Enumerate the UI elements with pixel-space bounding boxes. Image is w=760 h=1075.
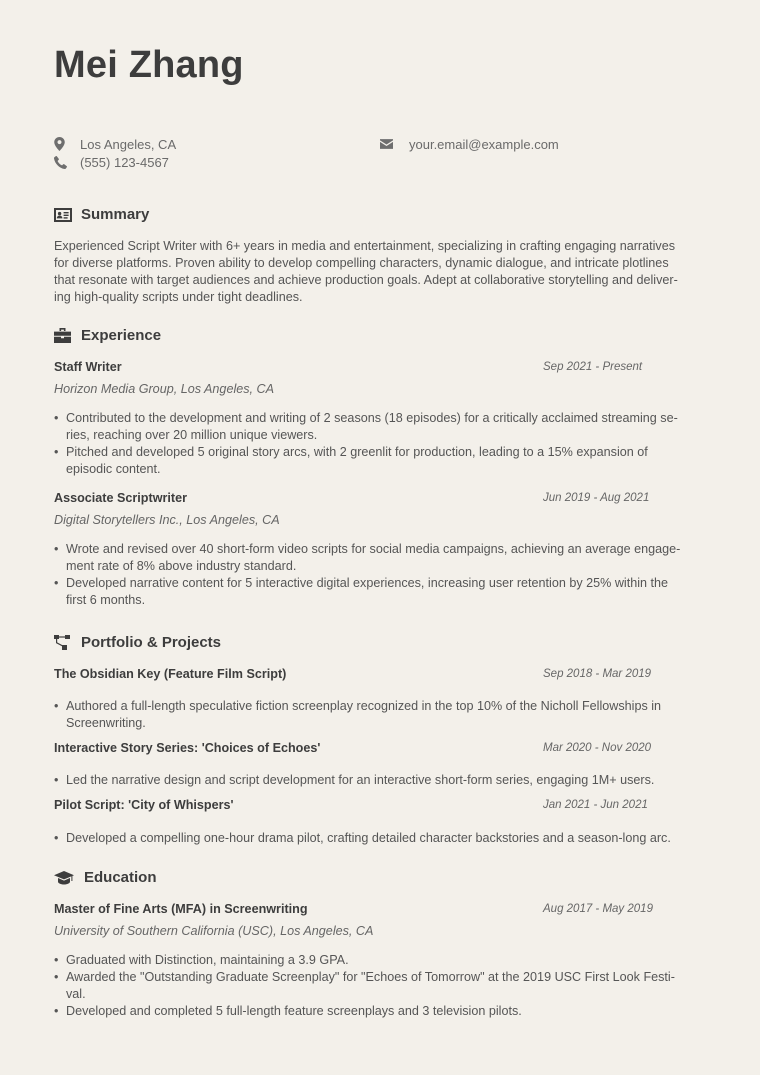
summary-body xyxy=(54,238,706,306)
projects-heading-text: Portfolio & Projects xyxy=(81,634,222,651)
experience-heading-text: Experience xyxy=(81,327,162,344)
education-heading-text: Education xyxy=(84,869,157,886)
education-heading xyxy=(54,869,157,886)
education-entry xyxy=(54,902,706,1020)
bullet-item: • Developed narrative content for 5 interactive digital experiences, increasing user retention by 25% within the first 6 months. xyxy=(54,575,706,609)
school-name: University of Southern California (USC), Los Angeles, CA xyxy=(54,924,374,938)
bullet-item: • Developed and completed 5 full-length feature screenplays and 3 television pilots. xyxy=(54,1003,706,1020)
phone-icon xyxy=(54,156,80,169)
project-bullets xyxy=(54,830,706,847)
experience-entry xyxy=(54,360,706,478)
job-bullets xyxy=(54,410,706,478)
job-date: Jun 2019 - Aug 2021 xyxy=(543,492,650,504)
summary-line: for diverse platforms. Proven ability to develop compelling characters, dynamic dialogue, and intricate plotlines xyxy=(54,256,669,270)
contact-phone xyxy=(54,153,169,171)
project-entry xyxy=(54,667,706,732)
projects-heading xyxy=(54,634,221,651)
project-bullets xyxy=(54,698,706,732)
sitemap-icon xyxy=(54,635,81,650)
contact-info xyxy=(54,135,706,175)
envelope-icon xyxy=(380,139,409,149)
bullet-item: • Graduated with Distinction, maintaining a 3.9 GPA. xyxy=(54,952,706,969)
candidate-name: Mei Zhang xyxy=(54,44,244,86)
bullet-item: • Led the narrative design and script development for an interactive short-form series, engaging 1M+ users. xyxy=(54,772,706,789)
summary-line: Experienced Script Writer with 6+ years in media and entertainment, specializing in crafting engaging narratives xyxy=(54,239,676,253)
bullet-item: • Developed a compelling one-hour drama pilot, crafting detailed character backstories and a season-long arc. xyxy=(54,830,706,847)
job-company: Digital Storytellers Inc., Los Angeles, CA xyxy=(54,513,280,527)
job-date: Sep 2021 - Present xyxy=(543,361,643,373)
summary-heading xyxy=(54,206,149,223)
project-title: Interactive Story Series: 'Choices of Echoes' xyxy=(54,741,321,755)
experience-heading xyxy=(54,327,161,344)
briefcase-icon xyxy=(54,328,81,343)
map-pin-icon xyxy=(54,137,80,151)
experience-entry xyxy=(54,491,706,609)
project-entry xyxy=(54,741,706,789)
education-bullets xyxy=(54,952,706,1020)
bullet-item: • Contributed to the development and writing of 2 seasons (18 episodes) for a critically acclaimed streaming se- ries, reaching over 20 million unique viewers. xyxy=(54,410,706,444)
project-title: The Obsidian Key (Feature Film Script) xyxy=(54,667,287,681)
project-entry xyxy=(54,798,706,847)
bullet-item: • Awarded the "Outstanding Graduate Screenplay" for "Echoes of Tomorrow" at the 2019 USC First Look Festi- val. xyxy=(54,969,706,1003)
job-company: Horizon Media Group, Los Angeles, CA xyxy=(54,382,275,396)
id-card-icon xyxy=(54,208,81,222)
contact-email[interactable] xyxy=(380,135,559,153)
bullet-item: • Pitched and developed 5 original story arcs, with 2 greenlit for production, leading to a 15% expansion of episodic content. xyxy=(54,444,706,478)
bullet-item: • Wrote and revised over 40 short-form video scripts for social media campaigns, achieving an average engage- ment rate of 8% above industry standard. xyxy=(54,541,706,575)
summary-line: ing high-quality scripts under tight deadlines. xyxy=(54,290,303,304)
project-bullets xyxy=(54,772,706,789)
degree-title: Master of Fine Arts (MFA) in Screenwriting xyxy=(54,902,308,916)
project-date: Mar 2020 - Nov 2020 xyxy=(543,742,652,754)
location-text: Los Angeles, CA xyxy=(80,136,177,152)
project-title: Pilot Script: 'City of Whispers' xyxy=(54,798,234,812)
job-title: Associate Scriptwriter xyxy=(54,491,187,505)
phone-text: (555) 123-4567 xyxy=(80,154,169,170)
summary-heading-text: Summary xyxy=(81,206,150,223)
job-title: Staff Writer xyxy=(54,360,122,374)
degree-date: Aug 2017 - May 2019 xyxy=(543,903,653,915)
project-date: Sep 2018 - Mar 2019 xyxy=(543,668,652,680)
bullet-item: • Authored a full-length speculative fiction screenplay recognized in the top 10% of the Nicholl Fellowships in Screenwriting. xyxy=(54,698,706,732)
job-bullets xyxy=(54,541,706,609)
summary-line: that resonate with target audiences and achieve production goals. Adept at collaborative storytelling and deliver- xyxy=(54,273,678,287)
contact-location xyxy=(54,135,176,153)
graduation-cap-icon xyxy=(54,871,84,885)
email-text[interactable]: your.email@example.com xyxy=(409,136,559,152)
project-date: Jan 2021 - Jun 2021 xyxy=(543,799,648,811)
